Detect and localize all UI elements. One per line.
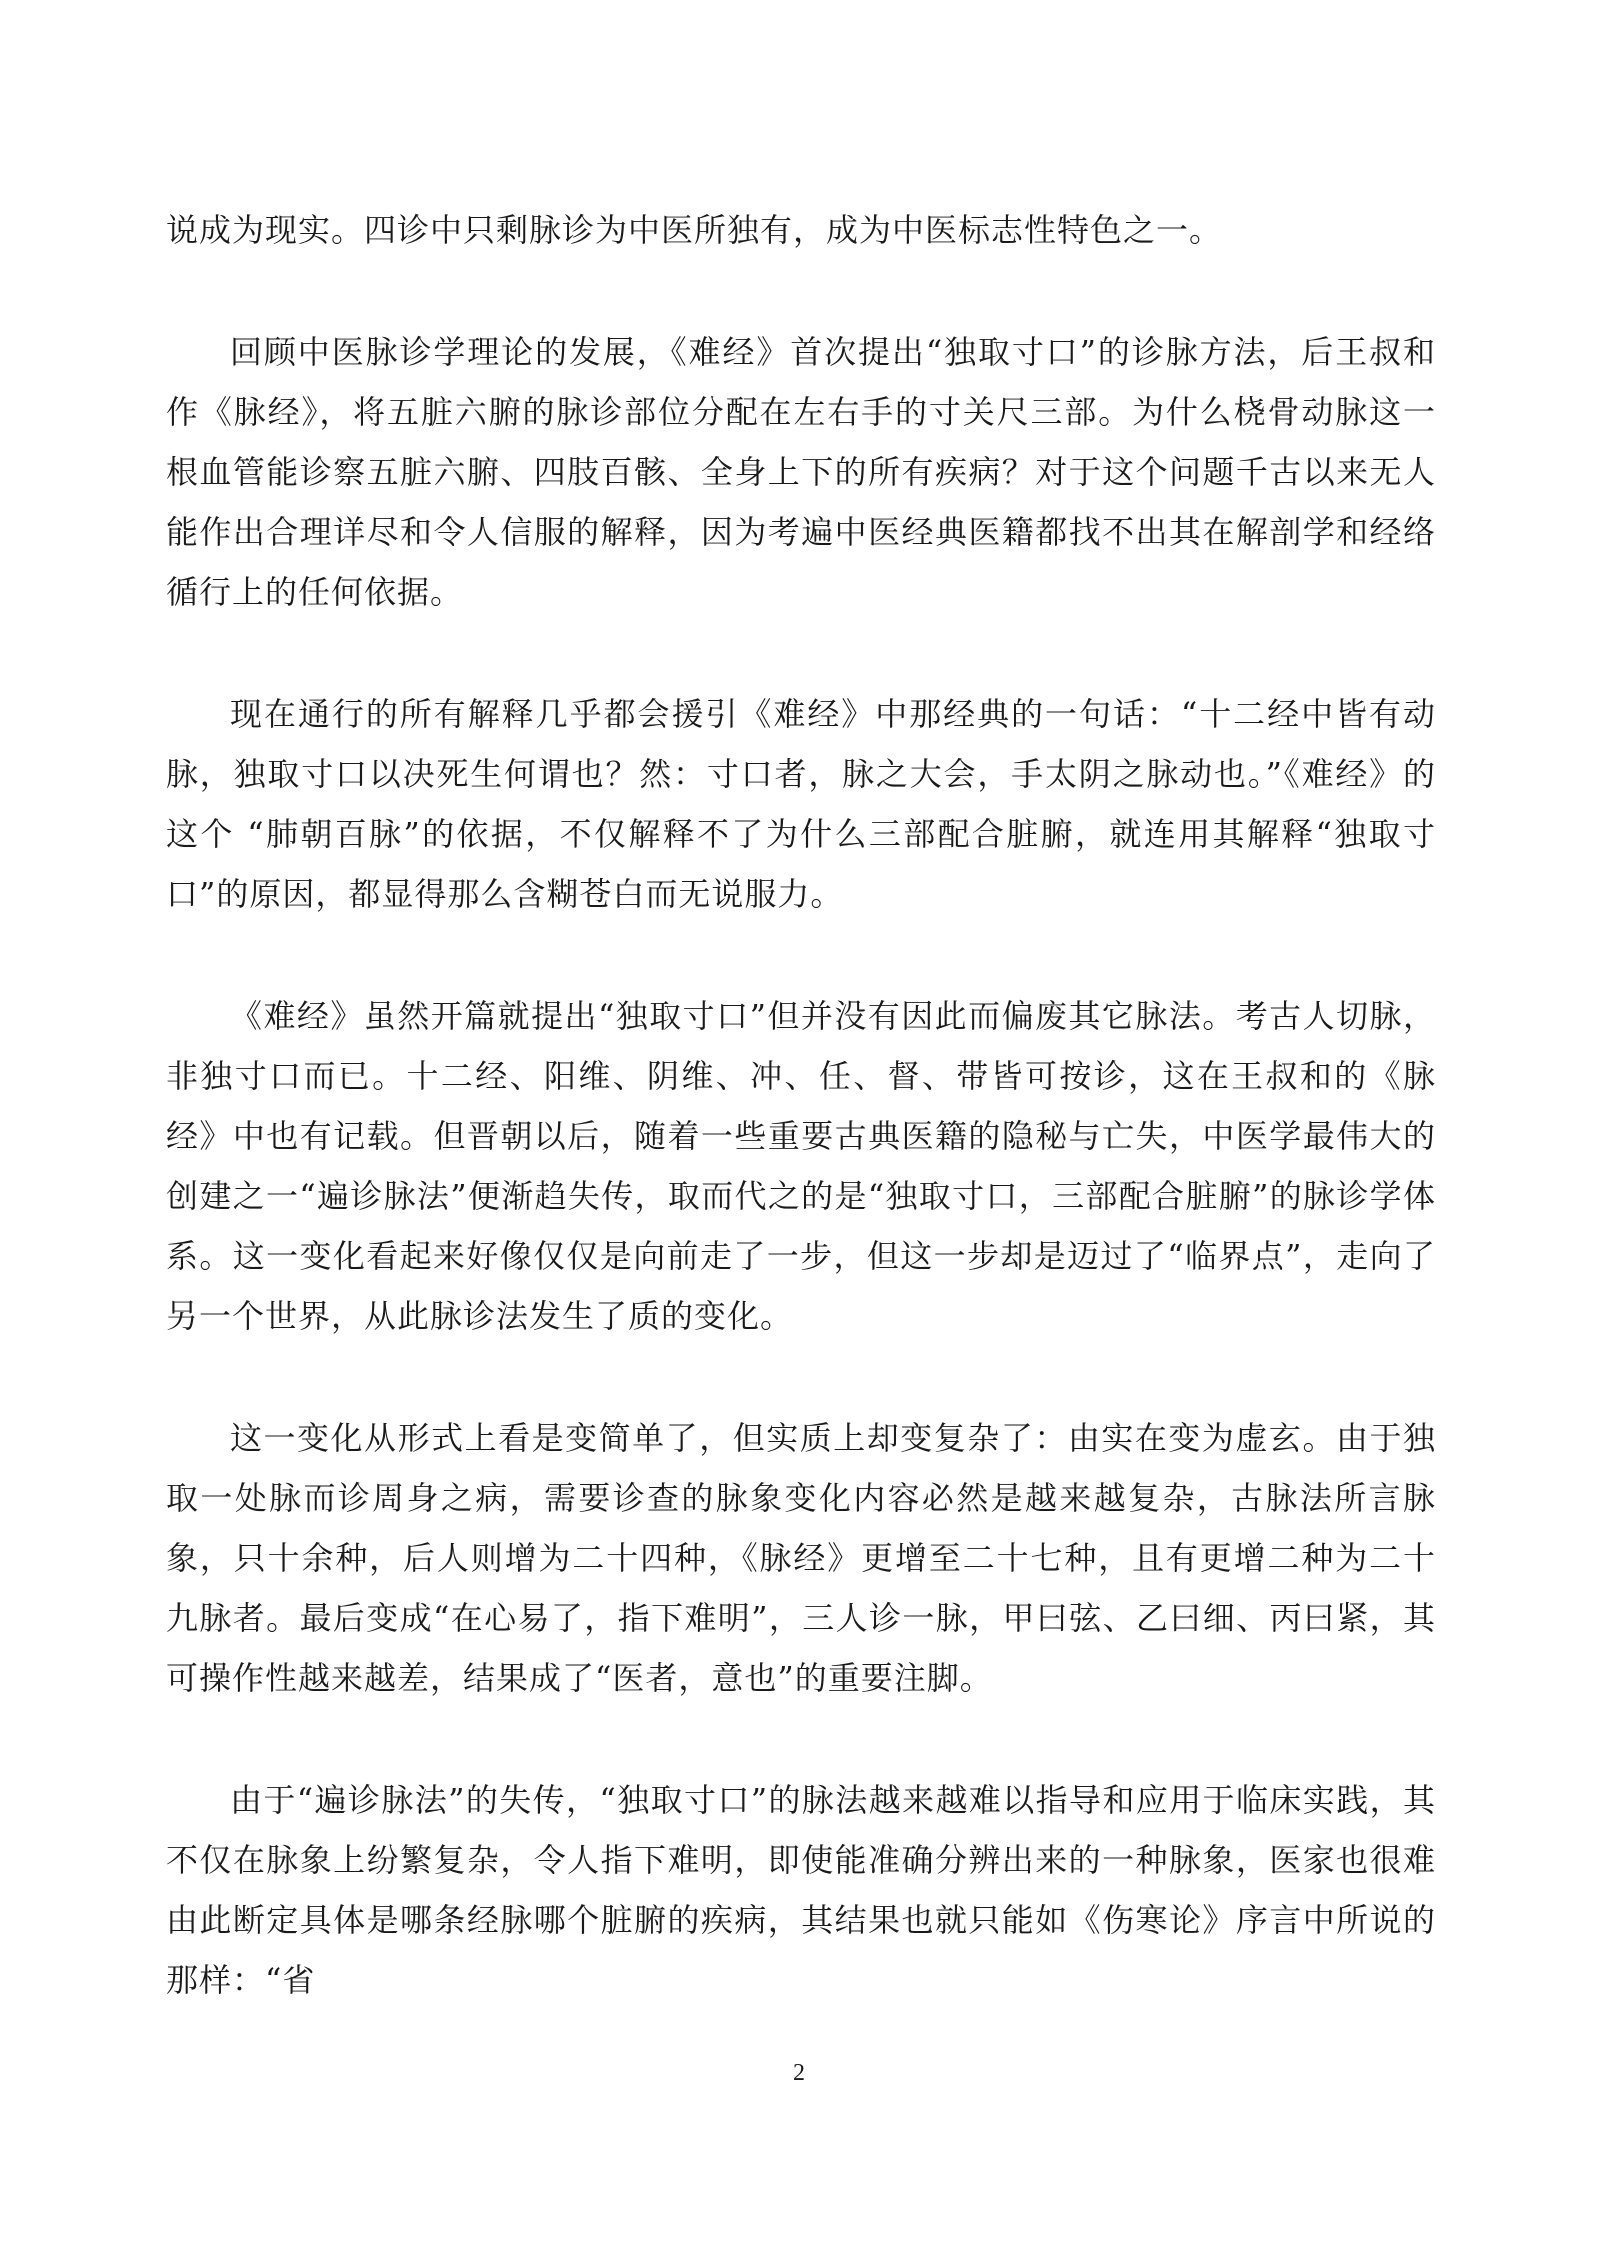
paragraph-current-explanations: 现在通行的所有解释几乎都会援引《难经》中那经典的一句话：“十二经中皆有动脉，独取寸口以决死生何谓也？然：寸口者，脉之大会，手太阴之脉动也。”《难经》的这个 “肺朝百脉”的依据，不仅解释不了为什么三部配合脏腑，就连用其解释“独取寸口”的原因，都显得那么含糊苍白而无说服力。 [166,695,1436,913]
paragraph-nanjing-pulse-methods: 《难经》虽然开篇就提出“独取寸口”但并没有因此而偏废其它脉法。考古人切脉，非独寸口而已。十二经、阳维、阴维、冲、任、督、带皆可按诊，这在王叔和的《脉经》中也有记载。但晋朝以后，随着一些重要古典医籍的隐秘与亡失，中医学最伟大的创建之一“遍诊脉法”便渐趋失传，取而代之的是“独取寸口，三部配合脏腑”的脉诊学体系。这一变化看起来好像仅仅是向前走了一步，但这一步却是迈过了“临界点”，走向了另一个世界，从此脉诊法发生了质的变化。 [166,997,1436,1335]
body-text [166,200,1436,2072]
paragraph-continuation: 说成为现实。四诊中只剩脉诊为中医所独有，成为中医标志性特色之一。 [166,211,1223,249]
paragraph-change-complexity: 这一变化从形式上看是变简单了，但实质上却变复杂了：由实在变为虚玄。由于独取一处脉而诊周身之病，需要诊查的脉象变化内容必然是越来越复杂，古脉法所言脉象，只十余种，后人则增为二十四种，《脉经》更增至二十七种，且有更增二种为二十九脉者。最后变成“在心易了，指下难明”，三人诊一脉，甲曰弦、乙曰细、丙曰紧，其可操作性越来越差，结果成了“医者，意也”的重要注脚。 [166,1419,1436,1697]
page-number: 2 [793,2060,805,2086]
paragraph-loss-of-method: 由于“遍诊脉法”的失传，“独取寸口”的脉法越来越难以指导和应用于临床实践，其不仅在脉象上纷繁复杂，令人指下难明，即使能准确分辨出来的一种脉象，医家也很难由此断定具体是哪条经脉哪个脏腑的疾病，其结果也就只能如《伤寒论》序言中所说的那样：“省 [166,1781,1436,1999]
paragraph-review-pulse-theory: 回顾中医脉诊学理论的发展，《难经》首次提出“独取寸口”的诊脉方法，后王叔和作《脉经》，将五脏六腑的脉诊部位分配在左右手的寸关尺三部。为什么桡骨动脉这一根血管能诊察五脏六腑、四肢百骸、全身上下的所有疾病？对于这个问题千古以来无人能作出合理详尽和令人信服的解释，因为考遍中医经典医籍都找不出其在解剖学和经络循行上的任何依据。 [166,333,1436,611]
